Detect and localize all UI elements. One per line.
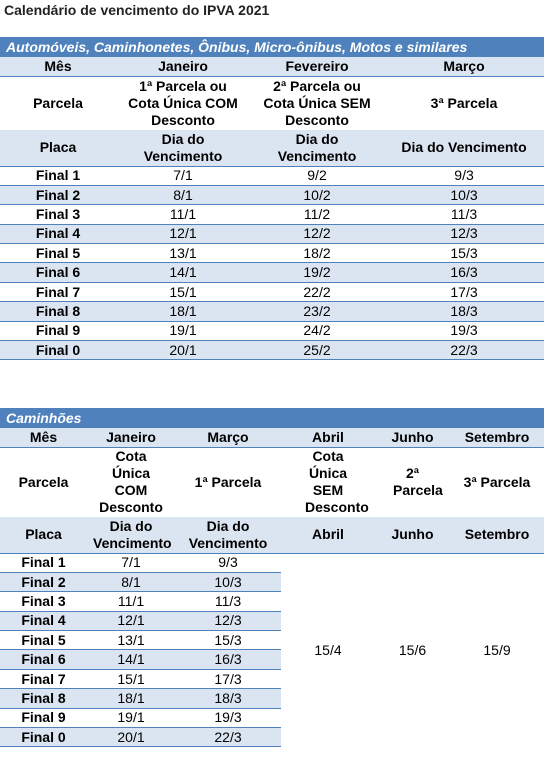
date-cell: 17/3 — [384, 282, 544, 301]
date-cell: 12/1 — [87, 611, 175, 630]
plate-cell: Final 2 — [0, 572, 87, 591]
header-cell: Dia do Vencimento — [116, 130, 250, 166]
date-cell: 9/3 — [175, 553, 281, 572]
header-cell: Cota Única SEM Desconto — [281, 447, 375, 517]
header-cell: 2ª Parcela — [375, 447, 450, 517]
date-cell: 25/2 — [250, 341, 384, 360]
header-cell: Setembro — [450, 517, 544, 553]
header-cell: 3ª Parcela — [450, 447, 544, 517]
plate-cell: Final 0 — [0, 341, 116, 360]
header-cell: Mês — [0, 57, 116, 76]
merged-date-cell: 15/4 — [281, 553, 375, 747]
date-cell: 14/1 — [87, 650, 175, 669]
date-cell: 11/3 — [175, 592, 281, 611]
date-cell: 9/2 — [250, 166, 384, 185]
date-cell: 10/3 — [384, 185, 544, 204]
plate-cell: Final 6 — [0, 650, 87, 669]
plate-cell: Final 3 — [0, 205, 116, 224]
header-cell: Parcela — [0, 76, 116, 130]
plate-cell: Final 8 — [0, 302, 116, 321]
date-cell: 22/2 — [250, 282, 384, 301]
header-cell: Março — [175, 428, 281, 447]
date-cell: 17/3 — [175, 669, 281, 688]
plate-cell: Final 7 — [0, 669, 87, 688]
date-cell: 9/3 — [384, 166, 544, 185]
header-cell: Cota Única COM Desconto — [87, 447, 175, 517]
plate-cell: Final 1 — [0, 166, 116, 185]
header-cell: Dia do Vencimento — [250, 130, 384, 166]
plate-cell: Final 4 — [0, 611, 87, 630]
plate-cell: Final 7 — [0, 282, 116, 301]
date-cell: 22/3 — [175, 728, 281, 747]
date-cell: 8/1 — [116, 185, 250, 204]
header-cell: Parcela — [0, 447, 87, 517]
date-cell: 22/3 — [384, 341, 544, 360]
date-cell: 15/1 — [87, 669, 175, 688]
date-cell: 11/3 — [384, 205, 544, 224]
plate-cell: Final 5 — [0, 631, 87, 650]
ipva-table-vehicles — [0, 37, 544, 360]
header-cell: Fevereiro — [250, 57, 384, 76]
merged-date-cell: 15/6 — [375, 553, 450, 747]
header-cell: Mês — [0, 428, 87, 447]
plate-cell: Final 3 — [0, 592, 87, 611]
header-cell: 1ª Parcela — [175, 447, 281, 517]
header-cell: Abril — [281, 517, 375, 553]
date-cell: 18/2 — [250, 244, 384, 263]
header-cell: 3ª Parcela — [384, 76, 544, 130]
plate-cell: Final 0 — [0, 728, 87, 747]
header-cell: Dia do Vencimento — [384, 130, 544, 166]
date-cell: 16/3 — [175, 650, 281, 669]
table-banner: Caminhões — [0, 408, 544, 428]
date-cell: 11/1 — [116, 205, 250, 224]
header-cell: Junho — [375, 517, 450, 553]
date-cell: 18/3 — [384, 302, 544, 321]
header-cell: Abril — [281, 428, 375, 447]
header-cell: Dia do Vencimento — [175, 517, 281, 553]
date-cell: 15/3 — [384, 244, 544, 263]
date-cell: 24/2 — [250, 321, 384, 340]
date-cell: 7/1 — [87, 553, 175, 572]
date-cell: 10/2 — [250, 185, 384, 204]
date-cell: 10/3 — [175, 572, 281, 591]
date-cell: 19/3 — [384, 321, 544, 340]
date-cell: 19/2 — [250, 263, 384, 282]
plate-cell: Final 6 — [0, 263, 116, 282]
date-cell: 15/3 — [175, 631, 281, 650]
date-cell: 15/1 — [116, 282, 250, 301]
header-cell: Março — [384, 57, 544, 76]
date-cell: 12/1 — [116, 224, 250, 243]
plate-cell: Final 9 — [0, 321, 116, 340]
ipva-table-trucks — [0, 408, 544, 747]
date-cell: 18/3 — [175, 689, 281, 708]
date-cell: 14/1 — [116, 263, 250, 282]
date-cell: 13/1 — [116, 244, 250, 263]
plate-cell: Final 1 — [0, 553, 87, 572]
date-cell: 20/1 — [116, 341, 250, 360]
header-cell: Dia do Vencimento — [87, 517, 175, 553]
header-cell: Placa — [0, 130, 116, 166]
date-cell: 12/3 — [384, 224, 544, 243]
table1-body — [0, 166, 544, 360]
date-cell: 11/1 — [87, 592, 175, 611]
date-cell: 8/1 — [87, 572, 175, 591]
table2-body — [0, 553, 544, 747]
date-cell: 12/2 — [250, 224, 384, 243]
page-title: Calendário de vencimento do IPVA 2021 — [4, 2, 270, 18]
merged-date-cell: 15/9 — [450, 553, 544, 747]
date-cell: 19/1 — [87, 708, 175, 727]
plate-cell: Final 9 — [0, 708, 87, 727]
plate-cell: Final 2 — [0, 185, 116, 204]
date-cell: 18/1 — [116, 302, 250, 321]
date-cell: 13/1 — [87, 631, 175, 650]
header-cell: Janeiro — [87, 428, 175, 447]
plate-cell: Final 8 — [0, 689, 87, 708]
plate-cell: Final 5 — [0, 244, 116, 263]
date-cell: 19/3 — [175, 708, 281, 727]
plate-cell: Final 4 — [0, 224, 116, 243]
date-cell: 11/2 — [250, 205, 384, 224]
date-cell: 16/3 — [384, 263, 544, 282]
date-cell: 23/2 — [250, 302, 384, 321]
header-cell: 2ª Parcela ou Cota Única SEM Desconto — [250, 76, 384, 130]
date-cell: 19/1 — [116, 321, 250, 340]
header-cell: Setembro — [450, 428, 544, 447]
header-cell: Janeiro — [116, 57, 250, 76]
date-cell: 18/1 — [87, 689, 175, 708]
header-cell: 1ª Parcela ou Cota Única COM Desconto — [116, 76, 250, 130]
header-cell: Junho — [375, 428, 450, 447]
table-banner: Automóveis, Caminhonetes, Ônibus, Micro-ônibus, Motos e similares — [0, 37, 544, 57]
date-cell: 12/3 — [175, 611, 281, 630]
header-cell: Placa — [0, 517, 87, 553]
date-cell: 20/1 — [87, 728, 175, 747]
date-cell: 7/1 — [116, 166, 250, 185]
